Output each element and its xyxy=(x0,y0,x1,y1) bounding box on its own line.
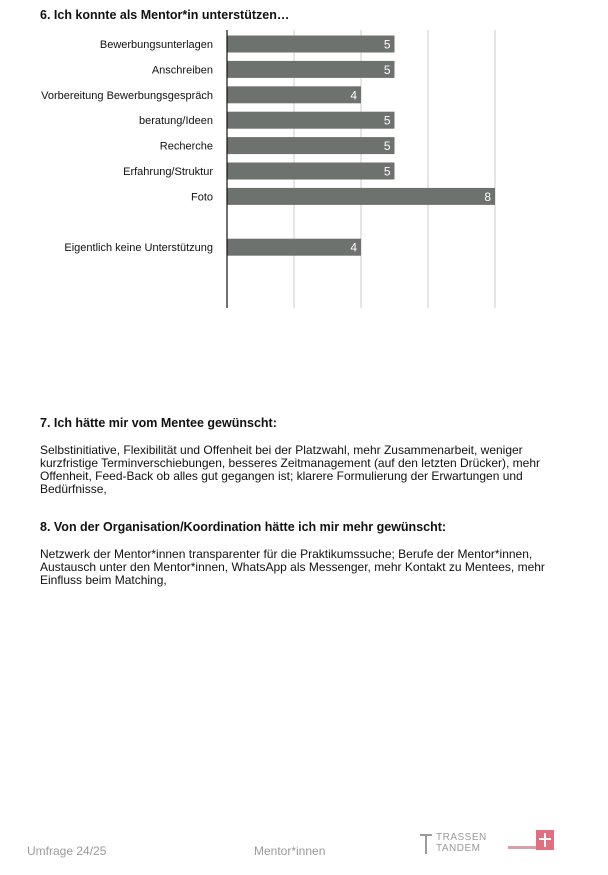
bar-value-label: 5 xyxy=(383,164,391,179)
bar-value-label: 4 xyxy=(350,240,357,255)
bar xyxy=(227,239,361,256)
section-8-title: 8. Von der Organisation/Koordination hätte ich mir mehr gewünscht: xyxy=(40,520,447,534)
caritas-tagline-mark xyxy=(508,846,538,849)
footer-audience-label: Mentor*innen xyxy=(254,844,326,858)
section-7-title: 7. Ich hätte mir vom Mentee gewünscht: xyxy=(40,416,277,430)
bar xyxy=(227,36,395,53)
category-label: Anschreiben xyxy=(151,64,213,77)
category-label: Bewerbungsunterlagen xyxy=(99,39,213,51)
logo-word-trassen: TRASSEN xyxy=(436,832,487,843)
logo-word-tandem: TANDEM xyxy=(436,843,481,854)
bar xyxy=(227,61,395,78)
support-bar-chart xyxy=(0,0,608,330)
bar xyxy=(227,188,495,205)
bar xyxy=(227,86,361,103)
category-label: Recherche xyxy=(159,140,213,153)
section-8-answer: Netzwerk der Mentor*innen transparenter für die Praktikumssuche; Berufe der Mentor*innen, Austausch unter den Mentor*innen, WhatsApp als Messenger, mehr Kontakt zu Mentees, mehr Einfluss beim Matching, xyxy=(40,547,545,587)
section-6-title: 6. Ich konnte als Mentor*in unterstützen… xyxy=(40,8,290,22)
section-7-answer: Selbstinitiative, Flexibilität und Offenheit bei der Platzwahl, mehr Zusammenarbeit, weniger kurzfristige Terminverschiebungen, besseres Zeitmanagement (auf den letzten Drücker), mehr Offenheit, Feed-Back ob alles gut gegangen ist; klarere Formulierung der Erwartungen und Bedürfnisse, xyxy=(40,443,541,496)
footer-survey-label: Umfrage 24/25 xyxy=(27,844,107,858)
bar-value-label: 5 xyxy=(383,37,391,52)
caritas-logo xyxy=(508,828,558,856)
bar-value-label: 5 xyxy=(383,113,391,128)
bar-value-label: 5 xyxy=(383,139,391,154)
caritas-cross-icon xyxy=(536,830,554,850)
bar xyxy=(227,163,395,180)
bar xyxy=(227,112,395,129)
bar-value-label: 5 xyxy=(383,62,391,77)
category-label: Vorbereitung Bewerbungsgespräch xyxy=(41,89,213,102)
category-label: Foto xyxy=(190,191,213,204)
category-label: Erfahrung/Struktur xyxy=(123,166,213,178)
bar xyxy=(227,137,395,154)
tandem-t-icon xyxy=(420,834,432,854)
category-label: beratung/Ideen xyxy=(138,115,213,128)
bar-value-label: 4 xyxy=(350,88,357,103)
bar-value-label: 8 xyxy=(484,189,491,204)
trassen-tandem-logo xyxy=(420,832,490,856)
category-label: Eigentlich keine Unterstützung xyxy=(64,242,213,255)
